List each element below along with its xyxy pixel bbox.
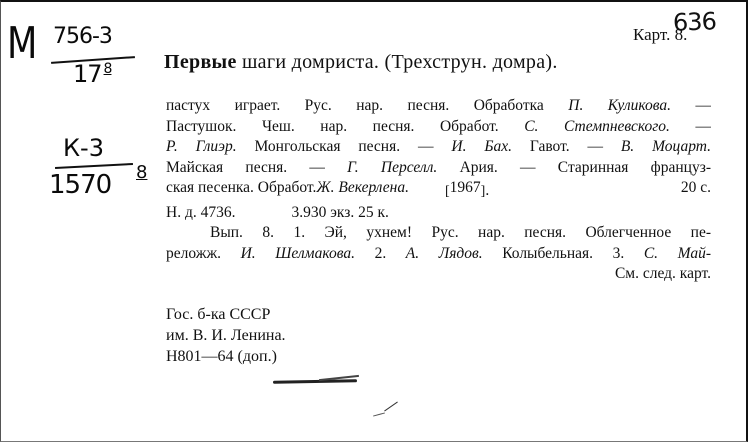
card-description bbox=[166, 96, 711, 285]
desc-person: Г. Перселл. bbox=[347, 158, 438, 176]
shelf-mark-sup: 8 bbox=[136, 162, 148, 183]
desc-text: — bbox=[669, 117, 711, 135]
desc-person: И. Шелмакова. bbox=[240, 244, 355, 262]
description-line-9: См. след. карт. bbox=[614, 265, 711, 282]
desc-text: Майская песня. — bbox=[166, 158, 348, 176]
card-title bbox=[164, 51, 558, 74]
description-line-1 bbox=[166, 96, 711, 117]
title-first-word: Первые bbox=[164, 51, 237, 73]
desc-person: Р. Глиэр. bbox=[166, 138, 237, 155]
shelf-mark-top: К-3 bbox=[63, 134, 104, 162]
library-line-3: Н801—64 (доп.) bbox=[166, 348, 277, 365]
publication-year-value: 1967 bbox=[449, 179, 481, 196]
desc-text: ская песенка. Обработ. bbox=[166, 179, 317, 196]
description-line-5 bbox=[166, 178, 711, 203]
print-run-price: 3.930 экз. 25 к. bbox=[291, 203, 389, 221]
desc-person: А. Лядов. bbox=[405, 244, 483, 262]
desc-text: реложж. bbox=[166, 244, 241, 262]
shelf-mark-divider bbox=[55, 163, 133, 169]
description-line-2 bbox=[166, 117, 711, 138]
description-line-8 bbox=[166, 244, 711, 265]
call-number-bottom bbox=[73, 60, 111, 88]
shelf-mark-bottom: 1570 bbox=[49, 170, 112, 200]
library-line-1: Гос. б-ка СССР bbox=[166, 306, 271, 323]
ink-smudge bbox=[273, 379, 357, 383]
desc-text: 2. bbox=[354, 244, 406, 262]
desc-person: П. Куликова. bbox=[568, 97, 672, 114]
description-line-3 bbox=[166, 137, 711, 158]
desc-text: Гавот. — bbox=[511, 138, 621, 155]
call-number-bottom-sup: 8 bbox=[103, 61, 112, 77]
pencil-mark bbox=[373, 412, 385, 416]
desc-text: Пастушок. Чеш. нар. песня. Обработ. bbox=[166, 117, 525, 135]
card-handwritten-number: 636 bbox=[672, 7, 717, 37]
pencil-mark bbox=[384, 402, 398, 412]
desc-text: Вып. 8. 1. Эй, ухнем! Рус. нар. песня. Облегченное пе- bbox=[210, 224, 711, 241]
publication-year: [1967]. bbox=[444, 179, 490, 199]
desc-text: Ария. — Старинная француз- bbox=[437, 158, 711, 176]
desc-person: И. Бах. bbox=[451, 138, 512, 155]
desc-text: Монгольская песня. — bbox=[236, 138, 452, 155]
description-line-4 bbox=[166, 158, 711, 179]
call-number-bottom-value: 17 bbox=[73, 60, 102, 88]
desc-person: Ж. Векерлена. bbox=[316, 179, 409, 196]
description-line-6 bbox=[166, 203, 711, 224]
desc-person: С. Стемпневского. bbox=[524, 117, 670, 135]
library-imprint bbox=[166, 304, 286, 367]
desc-text: Колыбельная. 3. bbox=[482, 244, 644, 262]
desc-text: пастух играет. Рус. нар. песня. Обработка bbox=[166, 97, 569, 114]
desc-text: — bbox=[671, 97, 711, 114]
call-number-letter: M bbox=[7, 18, 38, 69]
title-rest: шаги домриста. (Трехструн. домра). bbox=[236, 51, 558, 73]
desc-person: С. Май- bbox=[643, 244, 711, 262]
description-line-7 bbox=[166, 223, 711, 244]
card-number-label: Карт. 8. bbox=[633, 25, 688, 44]
order-number: Н. д. 4736. bbox=[166, 203, 236, 221]
page-count: 20 с. bbox=[680, 179, 711, 196]
library-line-2: им. В. И. Ленина. bbox=[166, 327, 286, 344]
call-number-top: 756-3 bbox=[53, 24, 112, 49]
desc-person: В. Моцарт. bbox=[620, 138, 711, 155]
